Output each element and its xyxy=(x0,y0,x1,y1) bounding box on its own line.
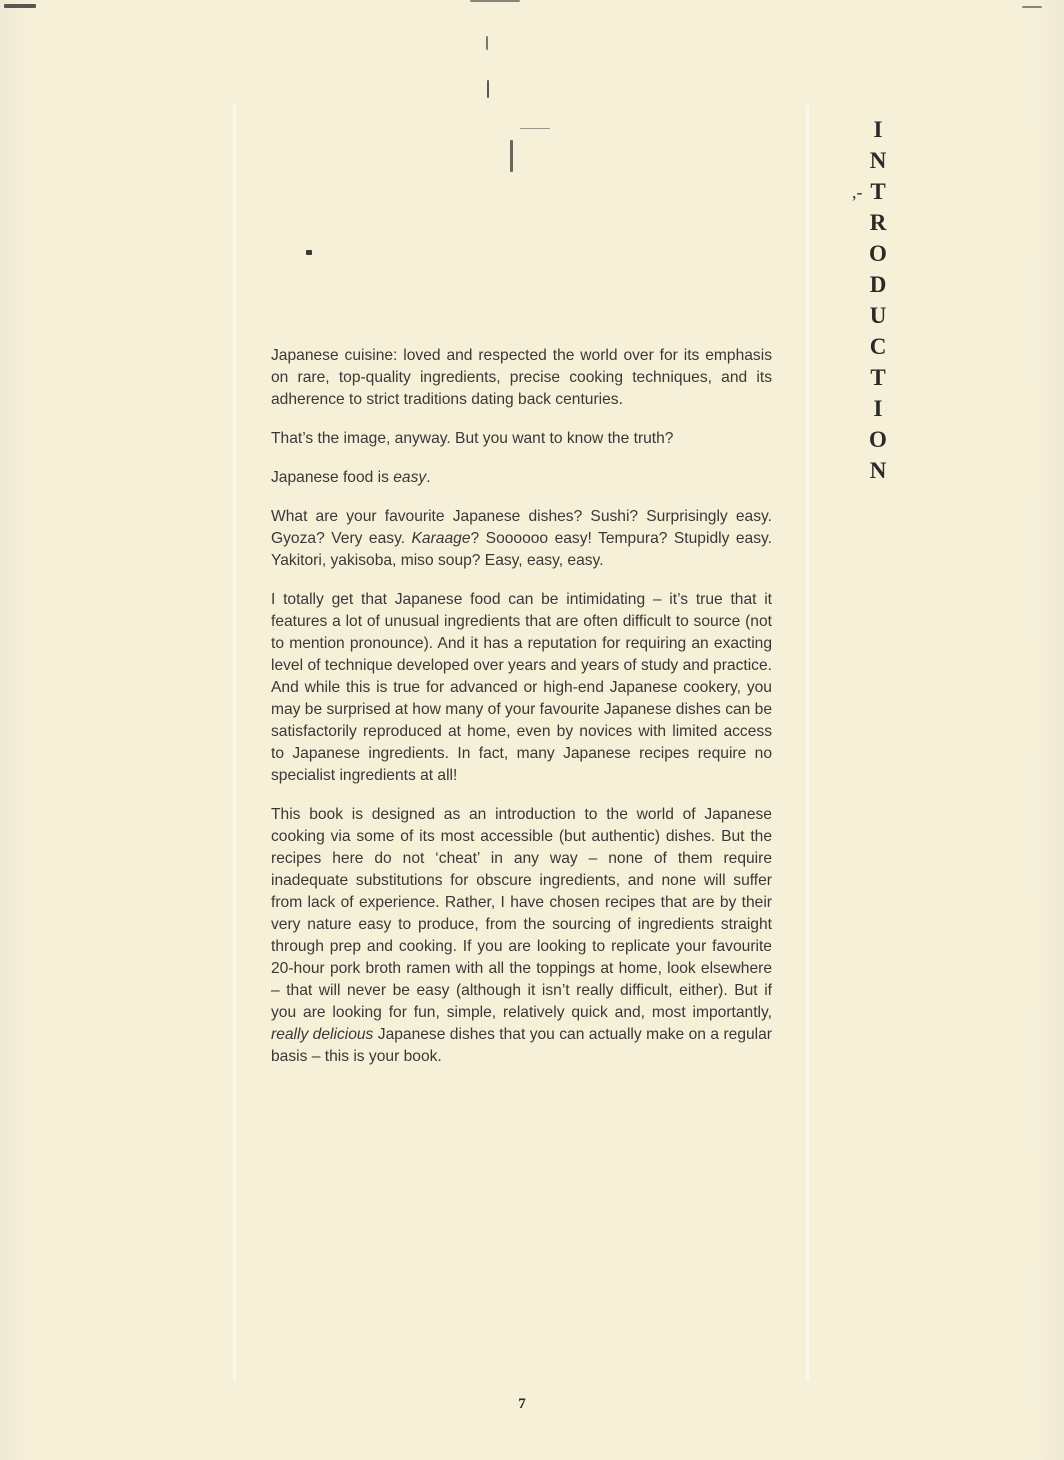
paragraph xyxy=(271,804,772,1068)
title-letter: D xyxy=(869,272,887,297)
emphasis-text: Karaage xyxy=(411,530,471,547)
scuff-mark xyxy=(486,36,488,50)
scuff-mark xyxy=(1022,6,1042,8)
title-letter: O xyxy=(869,241,887,266)
page-number: 7 xyxy=(518,1396,526,1412)
title-stray-mark: ,- xyxy=(852,182,863,202)
title-letter: R xyxy=(869,210,887,235)
emphasis-text: easy xyxy=(393,469,427,486)
left-margin-rule xyxy=(233,105,236,1380)
paragraph xyxy=(271,506,772,572)
title-letter: N xyxy=(869,148,887,173)
scuff-mark xyxy=(4,4,36,8)
paragraph-text: Japanese dishes that you can actually make on a regular basis – this is your book. xyxy=(271,1026,772,1065)
paragraph: That’s the image, anyway. But you want to know the truth? xyxy=(271,430,674,447)
right-margin-rule xyxy=(806,105,809,1380)
scuff-mark xyxy=(487,80,489,98)
paragraph: Japanese cuisine: loved and respected the world over for its emphasis on rare, top-quality ingredients, precise cooking techniques, and its adherence to strict traditions dating back centuries. xyxy=(271,347,772,408)
emphasis-text: really delicious xyxy=(271,1026,374,1043)
title-letter: C xyxy=(869,334,887,359)
paragraph-text: This book is designed as an introduction to the world of Japanese cooking via some of its most accessible (but authentic) dishes. But the recipes here do not ‘cheat’ in any way – none of them require inadequate substitutions for obscure ingredients, and none will suffer from lack of experience. Rather, I have chosen recipes that are by their very nature easy to produce, from the sourcing of ingredients straight through prep and cooking. If you are looking to replicate your favourite 20-hour pork broth ramen with all the toppings at home, look elsewhere – that will never be easy (although it isn’t really difficult, either). But if you are looking for fun, simple, relatively quick and, most importantly, xyxy=(271,806,772,1021)
title-letter: T xyxy=(870,179,886,204)
scuff-mark xyxy=(306,250,312,255)
paragraph xyxy=(271,467,772,489)
title-letter: N xyxy=(869,458,887,483)
introduction-body xyxy=(271,345,772,1085)
paragraph-text: ? Soooooo easy! Tempura? Stupidly easy. Yakitori, yakisoba, miso soup? Easy, easy, easy. xyxy=(271,530,772,569)
paragraph-text: Japanese food is xyxy=(271,469,394,486)
title-letter: U xyxy=(869,303,887,328)
chapter-title-vertical xyxy=(852,114,904,486)
scuff-mark xyxy=(470,0,520,2)
paragraph: I totally get that Japanese food can be intimidating – it’s true that it features a lot of unusual ingredients that are often difficult to source (not to mention pronounce). And it has a reputation for requiring an exacting level of technique developed over years and years of study and practice. And while this is true for advanced or high-end Japanese cookery, you may be surprised at how many of your favourite Japanese dishes can be satisfactorily reproduced at home, even by novices with limited access to Japanese ingredients. In fact, many Japanese recipes require no specialist ingredients at all! xyxy=(271,591,773,784)
title-letter: O xyxy=(869,427,887,452)
title-letter: I xyxy=(873,396,883,421)
scuff-mark xyxy=(510,140,513,172)
title-letter: I xyxy=(873,117,883,142)
paragraph-text: . xyxy=(426,469,431,486)
scuff-mark xyxy=(520,128,550,129)
title-letter: T xyxy=(870,365,886,390)
paragraph-text: What are your favourite Japanese dishes? Sushi? Surprisingly easy. Gyoza? Very easy. xyxy=(271,508,772,547)
